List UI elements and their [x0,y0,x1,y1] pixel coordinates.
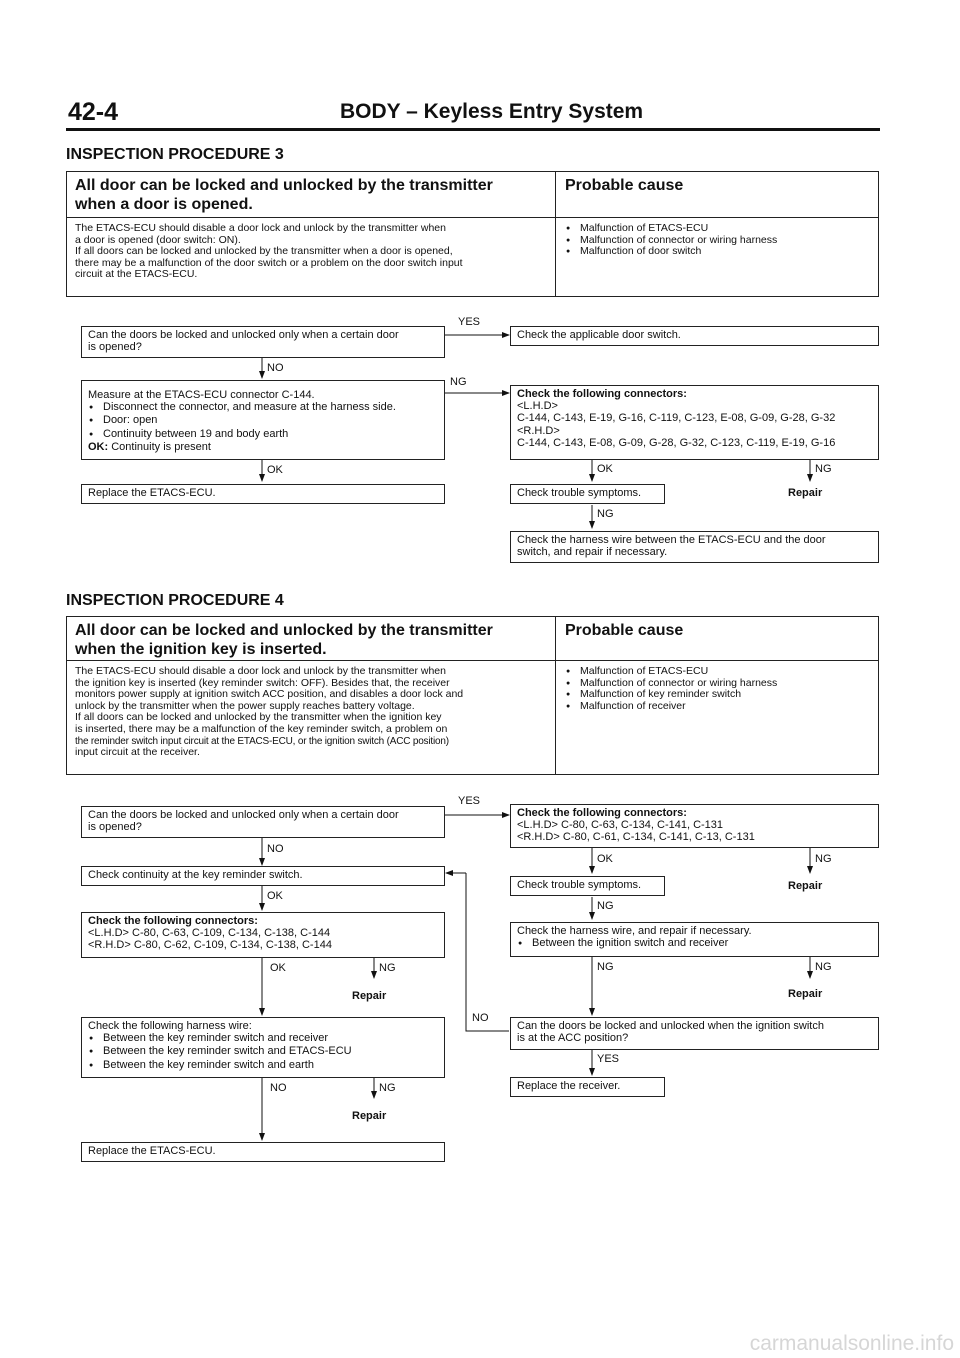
check-harness-ignition-receiver: Check the harness wire, and repair if necessary. ● Between the ignition switch and receiver [510,922,879,957]
check-harness-step: Check the harness wire between the ETACS-ECU and the door switch, and repair if necessary. [510,531,879,563]
check-connectors-step: Check the following connectors: <L.H.D> C-144, C-143, E-19, G-16, C-119, C-123, E-08, G-09, G-28, G-32 <R.H.D> C-144, C-143, E-08, G-09, G-28, G-32, C-123, C-119, E-19, G-16 [510,385,879,460]
replace-receiver-step: Replace the receiver. [510,1077,665,1097]
l-connectors-ng-label: NG [379,962,396,974]
trouble-ng-label: NG [597,900,614,912]
r-connectors-ng-label: NG [815,853,832,865]
cause-item: ● Malfunction of receiver [565,701,869,713]
repair-label: Repair [352,1110,387,1122]
r-harness-ng-label-2: NG [815,961,832,973]
repair-label: Repair [352,990,387,1002]
check-connectors-left: Check the following connectors: <L.H.D> C-80, C-63, C-109, C-134, C-138, C-144 <R.H.D> C-80, C-62, C-109, C-134, C-138, C-144 [81,912,445,958]
measure-ok-label: OK [267,464,283,476]
probable-cause-label: Probable cause [565,622,684,639]
check-door-switch: Check the applicable door switch. [510,326,879,346]
cause-item: ● Malfunction of door switch [565,246,869,258]
question-acc-position: Can the doors be locked and unlocked when the ignition switch is at the ACC position? [510,1017,879,1050]
repair-label: Repair [788,880,823,892]
symptom-description: The ETACS-ECU should disable a door lock and unlock by the transmitter when the ignition key is inserted (key reminder switch: OFF). Besides that, the receiver monitors power supply at ignition switch ACC position, and disables a door lock and unlock by the transmitter when the power supply reaches battery voltage. If all doors can be locked and unlocked by the transmitter when the ignition key is inserted, there may be a malfunction of the key reminder switch, a problem on the reminder switch input circuit at the ETACS-ECU, or the ignition switch (ACC position) input circuit at the receiver. [75,665,464,759]
q1-yes-label: YES [458,316,481,328]
q1-no-label: NO [267,362,284,374]
check-harness-key-reminder: Check the following harness wire: ● Between the key reminder switch and receiver ● Between the key reminder switch and ETACS-ECU ● Between the key reminder switch and earth [81,1017,445,1078]
connectors-ok-label: OK [597,463,613,475]
symptom-title: All door can be locked and unlocked by the transmitter when a door is opened. [75,177,493,213]
l-harness-ng-label: NG [379,1082,396,1094]
watermark: carmanualsonline.info [749,1332,954,1355]
cause-item: ● Malfunction of connector or wiring harness [565,678,869,690]
replace-ecu-step: Replace the ETACS-ECU. [81,484,445,504]
check-trouble-symptoms-step: Check trouble symptoms. [510,876,665,896]
key-ok-label: OK [267,890,283,902]
cause-item: ● Malfunction of key reminder switch [565,689,869,701]
check-connectors-right: Check the following connectors: <L.H.D> C-80, C-63, C-134, C-141, C-131 <R.H.D> C-80, C-61, C-134, C-141, C-13, C-131 [510,804,879,848]
q1-no-label: NO [267,843,284,855]
connectors-ng-label: NG [815,463,832,475]
check-key-reminder-switch: Check continuity at the key reminder switch. [81,866,445,886]
r-connectors-ok-label: OK [597,853,613,865]
l-harness-no-label: NO [270,1082,287,1094]
repair-label: Repair [788,487,823,499]
probable-cause-label: Probable cause [565,177,684,194]
question-door-opened: Can the doors be locked and unlocked only when a certain door is opened? [81,326,445,358]
measure-ng-label: NG [450,376,467,388]
page-number: 42-4 [68,98,119,126]
q1-yes-label: YES [458,795,481,807]
symptom-title: All door can be locked and unlocked by the transmitter when the ignition key is inserted. [75,622,493,658]
cause-item: ● Malfunction of ETACS-ECU [565,223,869,235]
procedure-3-heading: INSPECTION PROCEDURE 3 [66,146,284,163]
procedure-4-heading: INSPECTION PROCEDURE 4 [66,592,284,609]
measure-connector-step: Measure at the ETACS-ECU connector C-144. ● Disconnect the connector, and measure at the harness side. ● Door: open ● Continuity between 19 and body earth OK: Continuity is present [81,380,445,460]
l-connectors-ok-label: OK [270,962,286,974]
r-harness-ng-label: NG [597,961,614,973]
page-title: BODY – Keyless Entry System [340,100,644,123]
acc-no-label: NO [472,1012,489,1024]
acc-yes-label: YES [597,1053,620,1065]
trouble-ng-label: NG [597,508,614,520]
repair-label: Repair [788,988,823,1000]
cause-item: ● Malfunction of ETACS-ECU [565,666,869,678]
cause-item: ● Malfunction of connector or wiring harness [565,235,869,247]
question-door-opened: Can the doors be locked and unlocked only when a certain door is opened? [81,806,445,838]
symptom-description: The ETACS-ECU should disable a door lock and unlock by the transmitter when a door is opened (door switch: ON). If all doors can be locked and unlocked by the transmitter when a door is opened, there may be a malfunction of the door switch or a problem on the door switch input circuit at the ETACS-ECU. [75,222,463,281]
check-trouble-symptoms-step: Check trouble symptoms. [510,484,665,504]
replace-ecu-step: Replace the ETACS-ECU. [81,1142,445,1162]
